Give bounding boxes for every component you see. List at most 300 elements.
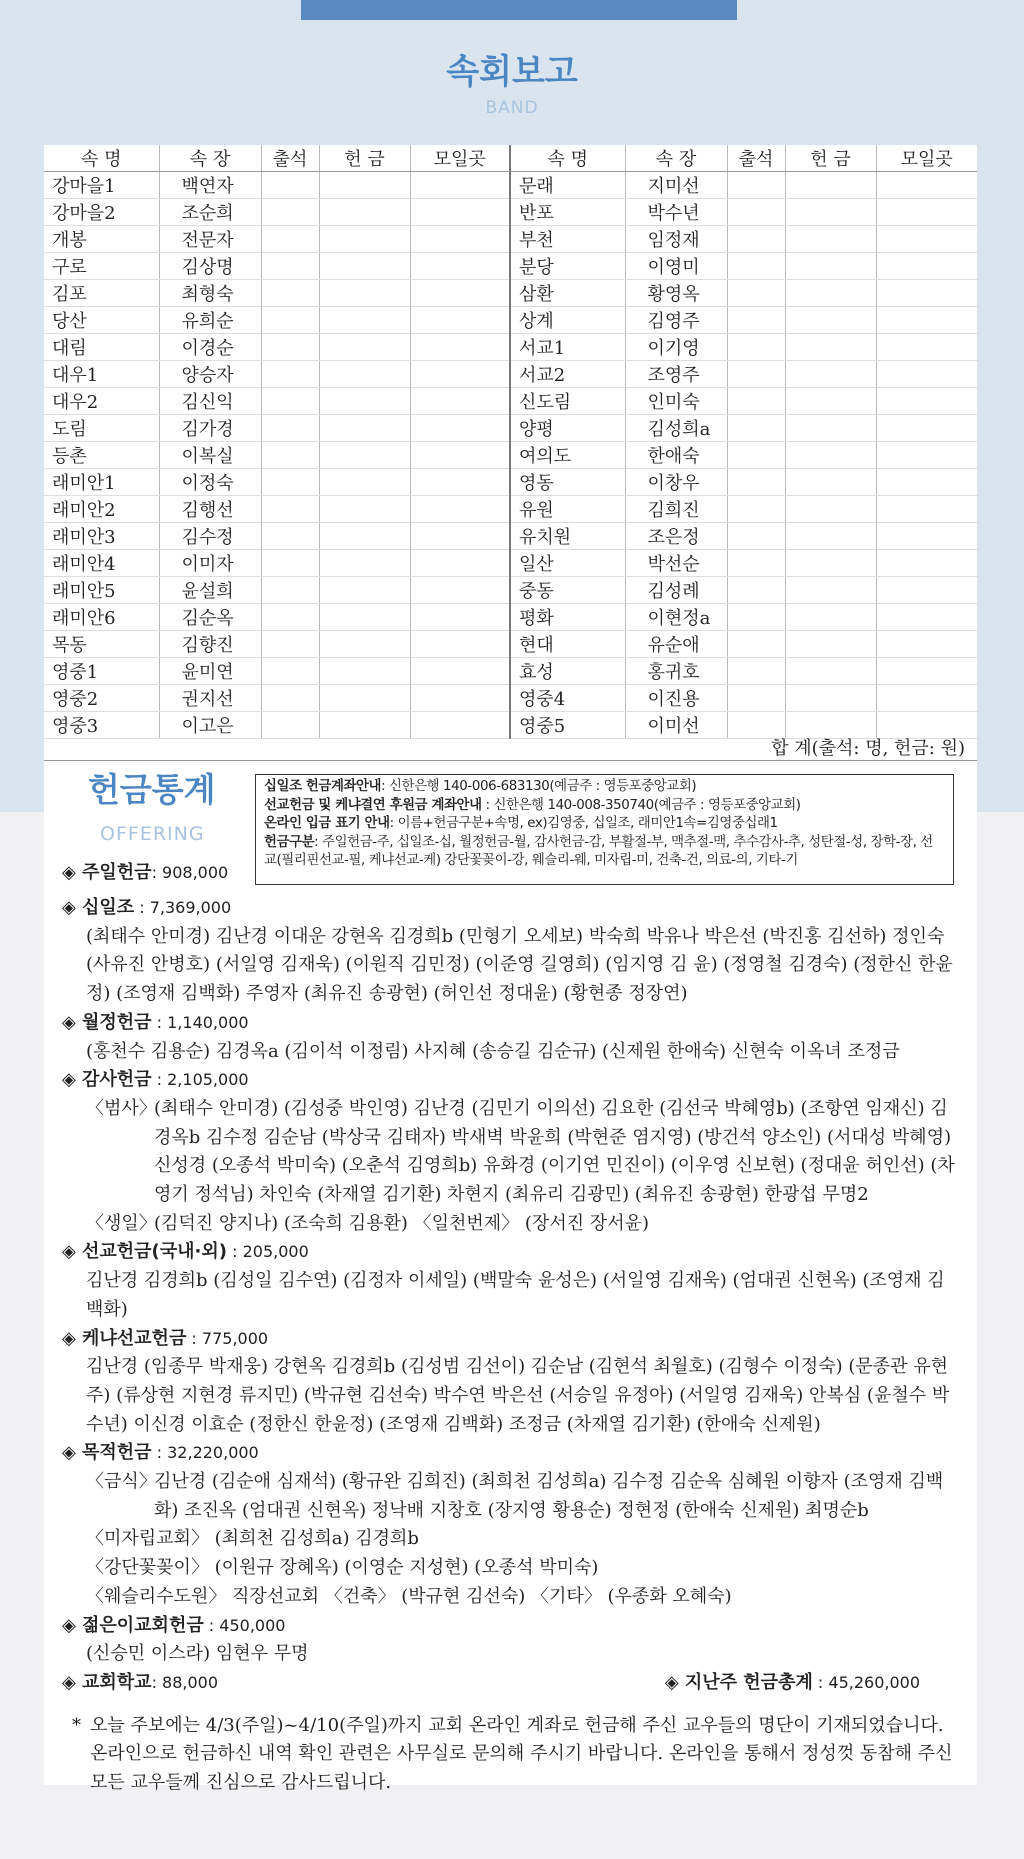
place-cell — [876, 226, 977, 253]
place-cell — [876, 523, 977, 550]
band-name: 대우2 — [44, 388, 159, 415]
band-leader: 김희진 — [625, 496, 727, 523]
roster-row — [44, 496, 977, 523]
band-leader: 조영주 — [625, 361, 727, 388]
place-cell — [410, 469, 510, 496]
band-name: 서교1 — [510, 334, 625, 361]
attendance-cell — [727, 658, 785, 685]
offering-cell — [785, 496, 876, 523]
roster-row — [44, 577, 977, 604]
sunday-offering — [62, 858, 228, 884]
offering-cell — [785, 658, 876, 685]
band-leader: 한애숙 — [625, 442, 727, 469]
place-cell — [876, 469, 977, 496]
band-leader: 전문자 — [159, 226, 261, 253]
offering-cell — [319, 469, 410, 496]
offering-cell — [785, 172, 876, 199]
place-cell — [876, 172, 977, 199]
thanks-section — [62, 1066, 962, 1238]
offering-cell — [785, 442, 876, 469]
offering-cell — [785, 253, 876, 280]
section-names: 김난경 (임종무 박재웅) 강현옥 김경희b (김성범 김선이) 김순남 (김현석 최월호) (김형수 이정숙) (문종관 유현주) (류상현 지현경 류지민) (박규현 김선숙) 박수연 박은선 (서승일 유정아) (서일영 김재욱) 안복심 (윤철수 박수년) 이신경 이효순 (정한신 한윤정) (조영재 김백화) 조정금 (차재열 김기환) (한애숙 신제원) — [86, 1356, 950, 1435]
band-leader: 김향진 — [159, 631, 261, 658]
band-leader: 이창우 — [625, 469, 727, 496]
band-leader: 유순애 — [625, 631, 727, 658]
section-label: 케냐선교헌금 — [82, 1327, 187, 1349]
col-place: 모일곳 — [876, 145, 977, 172]
place-cell — [410, 577, 510, 604]
place-cell — [410, 523, 510, 550]
band-leader: 지미선 — [625, 172, 727, 199]
roster-row — [44, 523, 977, 550]
info-label: 십일조 헌금계좌안내 — [264, 779, 382, 794]
info-line — [264, 778, 945, 797]
info-label: 온라인 입금 표기 안내 — [264, 816, 390, 831]
offering-cell — [319, 199, 410, 226]
band-name: 문래 — [510, 172, 625, 199]
offering-cell — [785, 280, 876, 307]
attendance-cell — [261, 388, 319, 415]
band-leader: 김성희a — [625, 415, 727, 442]
top-accent-bar — [301, 0, 737, 20]
roster-row — [44, 199, 977, 226]
col-leader: 속 장 — [625, 145, 727, 172]
attendance-cell — [261, 172, 319, 199]
place-cell — [410, 496, 510, 523]
band-leader: 조순희 — [159, 199, 261, 226]
band-leader: 김상명 — [159, 253, 261, 280]
diamond-icon: ◈ — [62, 1671, 76, 1693]
section-label: 지난주 헌금총계 — [684, 1671, 813, 1693]
subsection — [86, 1468, 962, 1525]
col-attendance: 출석 — [261, 145, 319, 172]
roster-row — [44, 307, 977, 334]
band-name: 구로 — [44, 253, 159, 280]
subsection — [86, 1210, 962, 1239]
place-cell — [876, 280, 977, 307]
roster-row — [44, 685, 977, 712]
band-name: 유치원 — [510, 523, 625, 550]
place-cell — [410, 658, 510, 685]
attendance-cell — [727, 226, 785, 253]
band-name: 여의도 — [510, 442, 625, 469]
place-cell — [410, 361, 510, 388]
roster-total: 합 계(출석: 명, 헌금: 원) — [771, 738, 965, 759]
section-label: 감사헌금 — [82, 1069, 152, 1091]
place-cell — [410, 604, 510, 631]
band-leader: 이미자 — [159, 550, 261, 577]
band-leader: 이현정a — [625, 604, 727, 631]
band-name: 영중1 — [44, 658, 159, 685]
place-cell — [876, 307, 977, 334]
diamond-icon: ◈ — [62, 1011, 76, 1033]
summary-row — [62, 1669, 962, 1698]
place-cell — [410, 685, 510, 712]
info-text: : 이름+헌금구분+속명, ex)김영중, 십일조, 래미안1속=김영중십래1 — [389, 816, 778, 831]
band-name: 서교2 — [510, 361, 625, 388]
band-name: 목동 — [44, 631, 159, 658]
lastweek-total — [665, 1669, 920, 1698]
band-leader: 이경순 — [159, 334, 261, 361]
notice — [62, 1712, 962, 1798]
divider — [44, 760, 977, 761]
attendance-cell — [727, 550, 785, 577]
band-name: 현대 — [510, 631, 625, 658]
col-attendance: 출석 — [727, 145, 785, 172]
band-leader: 인미숙 — [625, 388, 727, 415]
band-leader: 이영미 — [625, 253, 727, 280]
mission-section — [62, 1238, 962, 1324]
offering-list — [62, 894, 962, 1798]
attendance-cell — [727, 334, 785, 361]
section-label: 젊은이교회헌금 — [82, 1614, 204, 1636]
band-name: 일산 — [510, 550, 625, 577]
roster-row — [44, 550, 977, 577]
attendance-cell — [727, 307, 785, 334]
offering-cell — [785, 199, 876, 226]
band-leader: 김행선 — [159, 496, 261, 523]
offering-cell — [785, 361, 876, 388]
band-roster-table — [44, 145, 977, 739]
roster-row — [44, 631, 977, 658]
kenya-section — [62, 1325, 962, 1440]
roster-body — [44, 172, 977, 739]
sunday-offering-label: 주일헌금 — [82, 862, 152, 883]
band-name: 분당 — [510, 253, 625, 280]
notice-text: 오늘 주보에는 4/3(주일)~4/10(주일)까지 교회 온라인 계좌로 헌금해 주신 교우들의 명단이 기재되었습니다. 온라인으로 헌금하신 내역 확인 관련은 사무실로 문의해 주시기 바랍니다. 온라인을 통해서 정성껏 동참해 주신 모든 교우들께 진심으로 감사드립니다. — [90, 1714, 953, 1794]
place-cell — [876, 253, 977, 280]
place-cell — [876, 442, 977, 469]
section-amount: : 450,000 — [203, 1615, 286, 1635]
attendance-cell — [727, 631, 785, 658]
subsection-tag: 〈금식〉 — [86, 1471, 157, 1493]
attendance-cell — [261, 631, 319, 658]
section-names: (최태수 안미경) 김난경 이대운 강현옥 김경희b (민형기 오세보) 박숙희 박유나 박은선 (박진홍 김선하) 정인숙 (사유진 안병호) (서일영 김재욱) (이원직 김민정) (이준영 길영희) (임지영 김 윤) (정영철 김경숙) (정한신 한윤정) (조영재 김백화) 주영자 (최유진 송광현) (허인선 정대윤) (황현종 정장연) — [86, 925, 953, 1005]
offering-cell — [319, 253, 410, 280]
section-label: 선교헌금(국내·외) — [82, 1241, 228, 1263]
attendance-cell — [727, 496, 785, 523]
band-leader: 이미선 — [625, 712, 727, 739]
offering-cell — [319, 631, 410, 658]
band-leader: 김수정 — [159, 523, 261, 550]
offering-cell — [319, 361, 410, 388]
subsection-line: 〈미자립교회〉 (최희천 김성희a) 김경희b — [86, 1528, 419, 1550]
col-band-name: 속 명 — [44, 145, 159, 172]
place-cell — [410, 280, 510, 307]
band-name: 대림 — [44, 334, 159, 361]
roster-row — [44, 388, 977, 415]
offering-cell — [785, 469, 876, 496]
section-label: 월정헌금 — [82, 1011, 152, 1033]
subsection-names: 김난경 (김순애 심재석) (황규완 김희진) (최희천 김성희a) 김수정 김순옥 심혜원 이향자 (조영재 김백화) 조진옥 (엄대권 신현옥) 정낙배 지창호 (장지영 황용순) 정현정 (한애숙 신제원) 최명순b — [154, 1471, 944, 1521]
band-name: 부천 — [510, 226, 625, 253]
attendance-cell — [727, 415, 785, 442]
band-name: 강마을2 — [44, 199, 159, 226]
offering-cell — [785, 334, 876, 361]
roster-row — [44, 361, 977, 388]
offering-subtitle: OFFERING — [100, 823, 205, 845]
place-cell — [876, 199, 977, 226]
roster-row — [44, 334, 977, 361]
offering-cell — [319, 307, 410, 334]
band-leader: 백연자 — [159, 172, 261, 199]
attendance-cell — [261, 685, 319, 712]
offering-cell — [319, 415, 410, 442]
offering-cell — [319, 577, 410, 604]
offering-title: 헌금통계 — [88, 770, 216, 809]
col-leader: 속 장 — [159, 145, 261, 172]
place-cell — [876, 550, 977, 577]
offering-cell — [319, 172, 410, 199]
place-cell — [410, 631, 510, 658]
band-leader: 윤설희 — [159, 577, 261, 604]
band-name: 개봉 — [44, 226, 159, 253]
band-name: 상계 — [510, 307, 625, 334]
band-name: 강마을1 — [44, 172, 159, 199]
attendance-cell — [727, 361, 785, 388]
place-cell — [410, 442, 510, 469]
band-name: 대우1 — [44, 361, 159, 388]
band-leader: 이복실 — [159, 442, 261, 469]
place-cell — [876, 361, 977, 388]
band-name: 영중5 — [510, 712, 625, 739]
youth-section — [62, 1612, 962, 1669]
attendance-cell — [727, 604, 785, 631]
offering-cell — [319, 685, 410, 712]
place-cell — [410, 226, 510, 253]
info-text: : 주일헌금-주, 십일조-십, 월정헌금-월, 감사헌금-감, 부활절-부, 맥추절-맥, 추수감사-추, 성탄절-성, 장학-장, 선교(필리핀선교-필, 케냐선교-케) 강단꽃꽂이-강, 웨슬리-웨, 미자립-미, 건축-건, 의료-의, 기타-기 — [264, 834, 933, 868]
attendance-cell — [727, 253, 785, 280]
band-leader: 최형숙 — [159, 280, 261, 307]
offering-cell — [785, 550, 876, 577]
attendance-cell — [261, 280, 319, 307]
section-label: 교회학교 — [82, 1671, 152, 1693]
purpose-section — [62, 1439, 962, 1611]
attendance-cell — [261, 442, 319, 469]
school-offering — [62, 1669, 218, 1698]
section-amount: : 2,105,000 — [151, 1070, 249, 1090]
band-leader: 임정재 — [625, 226, 727, 253]
attendance-cell — [727, 523, 785, 550]
place-cell — [876, 685, 977, 712]
attendance-cell — [727, 280, 785, 307]
offering-cell — [785, 415, 876, 442]
roster-row — [44, 604, 977, 631]
band-leader: 박선순 — [625, 550, 727, 577]
roster-row — [44, 442, 977, 469]
section-amount: : 88,000 — [151, 1672, 219, 1692]
diamond-icon: ◈ — [62, 1614, 76, 1636]
offering-cell — [319, 226, 410, 253]
diamond-icon: ◈ — [664, 1671, 679, 1693]
subsection-names: (김덕진 양지나) (조숙희 김용환) 〈일천번제〉 (장서진 장서윤) — [154, 1212, 649, 1234]
band-leader: 김영주 — [625, 307, 727, 334]
section-amount: : 7,369,000 — [134, 898, 232, 917]
place-cell — [410, 550, 510, 577]
band-name: 래미안6 — [44, 604, 159, 631]
offering-cell — [319, 604, 410, 631]
band-name: 영중3 — [44, 712, 159, 739]
band-leader: 조은정 — [625, 523, 727, 550]
diamond-icon: ◈ — [62, 897, 76, 918]
offering-cell — [319, 658, 410, 685]
section-names: 김난경 김경희b (김성일 김수연) (김정자 이세일) (백말숙 윤성은) (서일영 김재욱) (엄대권 신현옥) (조영재 김백화) — [86, 1270, 945, 1320]
attendance-cell — [261, 604, 319, 631]
band-name: 효성 — [510, 658, 625, 685]
roster-row — [44, 658, 977, 685]
attendance-cell — [261, 199, 319, 226]
info-line — [264, 797, 945, 816]
place-cell — [876, 388, 977, 415]
attendance-cell — [727, 199, 785, 226]
subsection-tag: 〈생일〉 — [86, 1212, 157, 1234]
band-name: 래미안4 — [44, 550, 159, 577]
band-name: 삼환 — [510, 280, 625, 307]
diamond-icon: ◈ — [62, 862, 76, 883]
col-offering: 헌 금 — [319, 145, 410, 172]
offering-cell — [785, 604, 876, 631]
offering-cell — [785, 523, 876, 550]
attendance-cell — [261, 361, 319, 388]
band-leader: 이고은 — [159, 712, 261, 739]
offering-cell — [319, 523, 410, 550]
place-cell — [410, 334, 510, 361]
diamond-icon: ◈ — [62, 1327, 76, 1349]
subsection-tag: 〈범사〉 — [86, 1097, 157, 1119]
band-leader: 김가경 — [159, 415, 261, 442]
place-cell — [876, 604, 977, 631]
band-name: 등촌 — [44, 442, 159, 469]
band-name: 영동 — [510, 469, 625, 496]
place-cell — [876, 658, 977, 685]
section-amount: : 32,220,000 — [151, 1443, 259, 1463]
offering-cell — [319, 442, 410, 469]
attendance-cell — [261, 226, 319, 253]
info-label: 선교헌금 및 케냐결연 후원금 계좌안내 — [264, 797, 482, 813]
attendance-cell — [261, 415, 319, 442]
band-leader: 이정숙 — [159, 469, 261, 496]
info-line — [264, 834, 945, 871]
section-amount: : 205,000 — [227, 1242, 309, 1262]
roster-header-row — [44, 145, 977, 172]
attendance-cell — [261, 658, 319, 685]
attendance-cell — [727, 442, 785, 469]
place-cell — [876, 631, 977, 658]
place-cell — [410, 415, 510, 442]
attendance-cell — [261, 469, 319, 496]
attendance-cell — [727, 577, 785, 604]
band-name: 중동 — [510, 577, 625, 604]
attendance-cell — [727, 685, 785, 712]
subsection — [86, 1095, 962, 1210]
band-leader: 유희순 — [159, 307, 261, 334]
band-name: 평화 — [510, 604, 625, 631]
band-name: 래미안1 — [44, 469, 159, 496]
band-leader: 김신익 — [159, 388, 261, 415]
place-cell — [876, 334, 977, 361]
page-title: 속회보고 — [446, 52, 578, 92]
tithe-section — [62, 894, 962, 1009]
offering-cell — [319, 496, 410, 523]
subsection-line: 〈강단꽃꽂이〉 (이원규 장혜옥) (이영순 지성현) (오종석 박미숙) — [86, 1557, 599, 1579]
diamond-icon: ◈ — [62, 1442, 76, 1464]
account-info-box — [255, 774, 954, 885]
attendance-cell — [727, 388, 785, 415]
roster-row — [44, 226, 977, 253]
sunday-offering-amount: : 908,000 — [151, 863, 229, 882]
info-text: : 신한은행 140-006-683130(예금주 : 영등포중앙교회) — [381, 779, 697, 794]
section-names: (신승민 이스라) 임현우 무명 — [86, 1643, 309, 1665]
attendance-cell — [261, 496, 319, 523]
offering-cell — [785, 685, 876, 712]
attendance-cell — [261, 577, 319, 604]
offering-cell — [785, 226, 876, 253]
attendance-cell — [261, 307, 319, 334]
info-text: : 신한은행 140-008-350740(예금주 : 영등포중앙교회) — [481, 797, 801, 813]
attendance-cell — [727, 469, 785, 496]
place-cell — [410, 307, 510, 334]
section-amount: : 45,260,000 — [812, 1672, 920, 1692]
place-cell — [876, 496, 977, 523]
band-leader: 윤미연 — [159, 658, 261, 685]
roster-row — [44, 469, 977, 496]
offering-cell — [319, 388, 410, 415]
place-cell — [410, 172, 510, 199]
offering-cell — [785, 307, 876, 334]
offering-cell — [319, 280, 410, 307]
diamond-icon: ◈ — [62, 1241, 76, 1263]
place-cell — [876, 577, 977, 604]
band-name: 김포 — [44, 280, 159, 307]
attendance-cell — [727, 172, 785, 199]
attendance-cell — [261, 253, 319, 280]
offering-cell — [785, 388, 876, 415]
attendance-cell — [261, 523, 319, 550]
offering-cell — [319, 550, 410, 577]
band-leader: 김순옥 — [159, 604, 261, 631]
roster-row — [44, 415, 977, 442]
offering-cell — [319, 334, 410, 361]
asterisk-icon: * — [72, 1714, 81, 1736]
band-leader: 황영옥 — [625, 280, 727, 307]
band-leader: 이기영 — [625, 334, 727, 361]
col-offering: 헌 금 — [785, 145, 876, 172]
band-name: 래미안3 — [44, 523, 159, 550]
place-cell — [410, 253, 510, 280]
place-cell — [876, 415, 977, 442]
place-cell — [410, 388, 510, 415]
col-band-name: 속 명 — [510, 145, 625, 172]
band-leader: 이진용 — [625, 685, 727, 712]
col-place: 모일곳 — [410, 145, 510, 172]
band-name: 유원 — [510, 496, 625, 523]
band-leader: 김성례 — [625, 577, 727, 604]
band-name: 양평 — [510, 415, 625, 442]
info-line — [264, 815, 945, 834]
band-leader: 권지선 — [159, 685, 261, 712]
section-amount: : 1,140,000 — [151, 1012, 249, 1032]
roster-row — [44, 172, 977, 199]
section-label: 목적헌금 — [82, 1442, 152, 1464]
band-leader: 홍귀호 — [625, 658, 727, 685]
band-name: 래미안5 — [44, 577, 159, 604]
page-subtitle: BAND — [485, 98, 539, 118]
band-name: 당산 — [44, 307, 159, 334]
attendance-cell — [261, 550, 319, 577]
band-name: 영중4 — [510, 685, 625, 712]
band-leader: 양승자 — [159, 361, 261, 388]
section-names: (홍천수 김용순) 김경옥a (김이석 이정림) 사지혜 (송승길 김순규) (신제원 한애숙) 신현숙 이옥녀 조정금 — [86, 1040, 900, 1062]
